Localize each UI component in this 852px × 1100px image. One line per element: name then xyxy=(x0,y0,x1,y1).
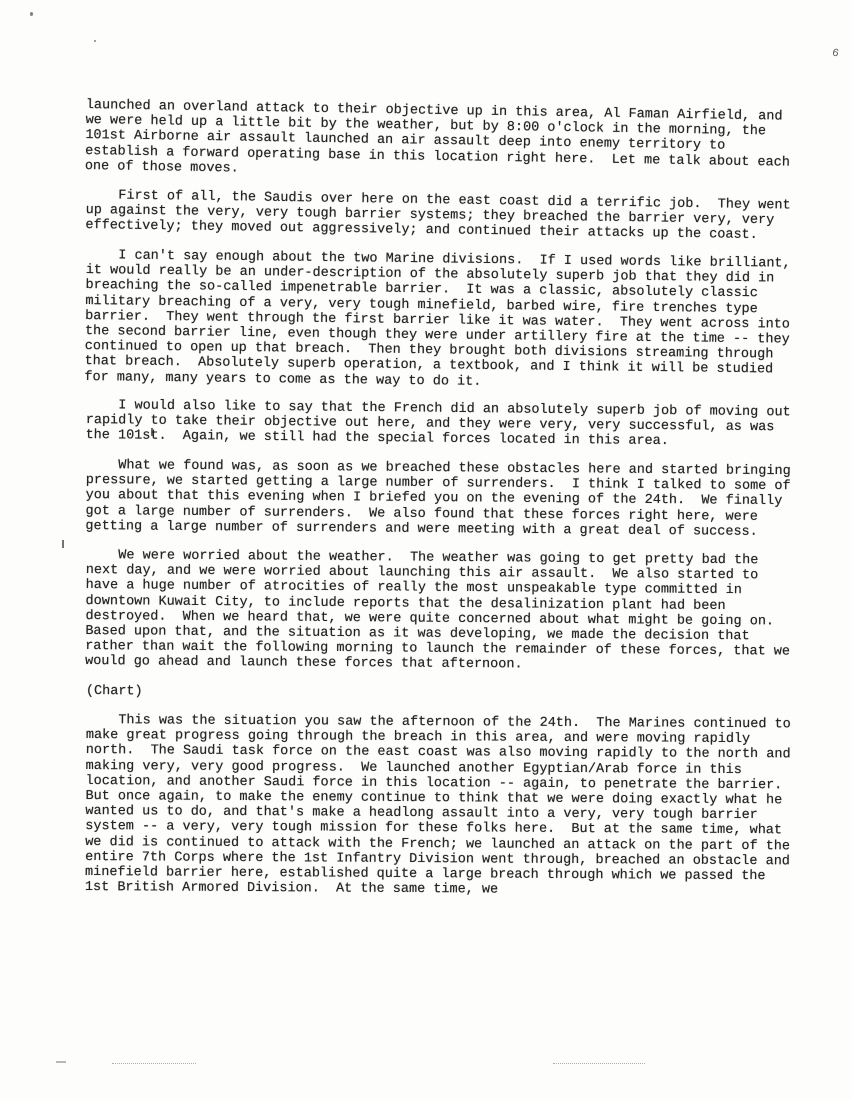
scan-artifact-dot xyxy=(94,40,96,42)
scan-artifact-noise xyxy=(553,1063,645,1064)
paragraph: First of all, the Saudis over here on the east coast did a terrific job. They went up against the very, very tough barrier systems; they breached the barrier very, very effectively; they moved out aggressively; and continued their attacks up the coast. xyxy=(85,188,799,244)
paragraph: I would also like to say that the French did an absolutely superb job of moving out rapidly to take their objective out here, and they were very, very successful, as was the 101st. Again, we still had the special forces located in this area. xyxy=(85,398,799,450)
scan-artifact-noise xyxy=(56,1061,66,1063)
paragraph-continuation: launched an overland attack to their objective up in this area, Al Faman Airfield, and we were held up a little bit by the weather, but by 8:00 o'clock in the morning, the 101st Airborne air assault launched an air assault deep into enemy territory to establish a forward operating base in this location right here. Let me talk about each one of those moves. xyxy=(84,98,799,177)
chart-placeholder-note: (Chart) xyxy=(85,683,143,700)
paragraph: This was the situation you saw the afternoon of the 24th. The Marines continued to make great progress going through the breach in this area, and were moving rapidly north. The Saudi task force on the east coast was also moving rapidly to the north and making very, very good progress. We launched another Egyptian/Arab force in this location, and another Saudi force in this location -- again, to penetrate the barrier. But once again, to make the enemy continue to think that we were doing exactly what he wanted us to do, and that's make a headlong assault into a very, very tough barrier system -- a very, very tough mission for these folks here. But at the same time, what we did is continued to attack with the French; we launched an attack on the part of the entire 7th Corps where the 1st Infantry Division went through, breached an obstacle and minefield barrier here, established quite a large breach through which we passed the 1st British Armored Division. At the same time, we xyxy=(84,713,799,898)
paragraph: What we found was, as soon as we breached these obstacles here and started bringing pressure, we started getting a large number of surrenders. I think I talked to some of you about that this evening when I briefed you on the evening of the 24th. We finally got a large number of surrenders. We also found that these forces right here, were getting a large number of surrenders and were meeting with a great deal of success. xyxy=(85,458,799,540)
page-mark: 6 xyxy=(830,47,840,61)
paragraph: I can't say enough about the two Marine divisions. If I used words like brilliant, it would really be an under-description of the absolutely superb job that they did in breaching the so-called impenetrable barrier. It was a classic, absolutely classic military breaching of a very, very tough minefield, barbed wire, fire trenches type barrier. They went through the first barrier like it was water. They went across into the second barrier line, even though they were under artillery fire at the time -- they continued to open up that breach. Then they brought both divisions streaming through that breach. Absolutely superb operation, a textbook, and I think it will be studied for many, many years to come as the way to do it. xyxy=(84,248,799,390)
paragraph: We were worried about the weather. The weather was going to get pretty bad the next day, and we were worried about launching this air assault. We also started to have a huge number of atrocities of really the most unspeakable type committed in downtown Kuwait City, to include reports that the desalinization plant had been destroyed. When we heard that, we were quite concerned about what might be going on. Based upon that, and the situation as it was developing, we made the decision that rather than wait the following morning to launch the remainder of these forces, that we would go ahead and launch these forces that afternoon. xyxy=(85,548,799,673)
document-body xyxy=(86,98,798,909)
scan-artifact-noise xyxy=(112,1063,196,1064)
scan-artifact-dot xyxy=(30,12,33,16)
scan-artifact-tick xyxy=(62,540,64,548)
